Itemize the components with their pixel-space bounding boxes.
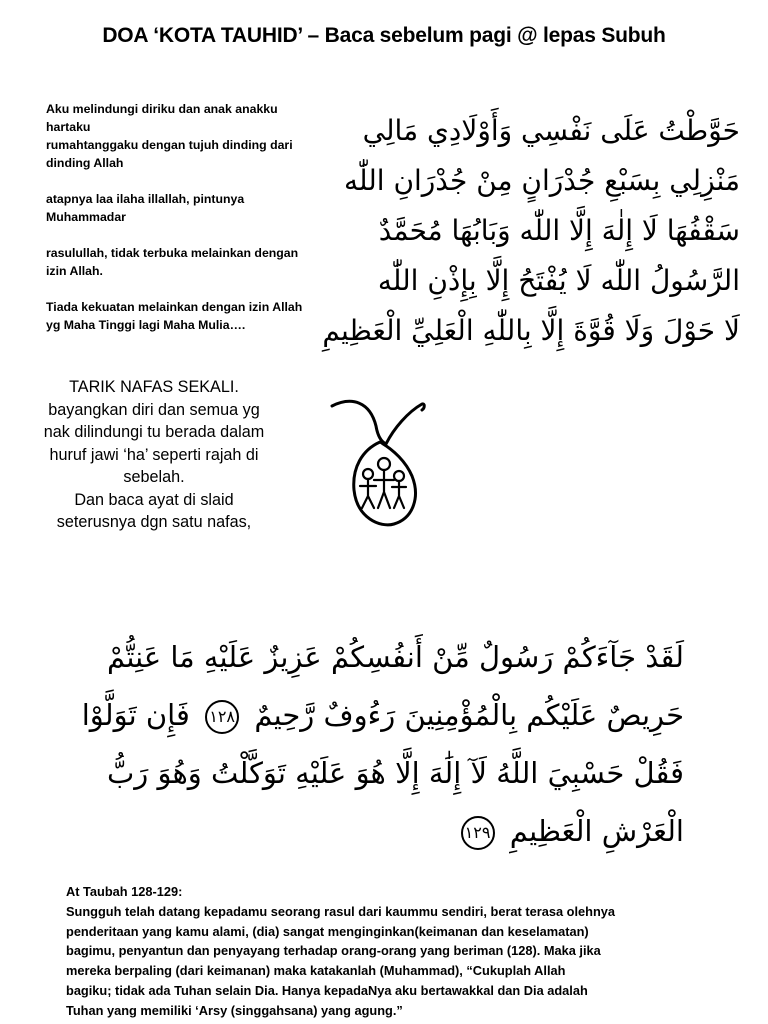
instruction-line-6: Dan baca ayat di slaid bbox=[74, 490, 234, 509]
quran-line-2-continuation: فَإِن تَوَلَّوْا bbox=[81, 698, 190, 732]
instruction-line-1: TARIK NAFAS SEKALI. bbox=[69, 378, 239, 396]
instruction-line-7: seterusnya dgn satu nafas, bbox=[56, 513, 252, 531]
quran-line-2-text: حَرِيصٌ عَلَيْكُم بِالْمُؤْمِنِينَ رَءُوفٌ رَّحِيمٌ bbox=[254, 698, 684, 732]
doa-arabic-line-5: لَا حَوْلَ وَلَا قُوَّةَ إِلَّا بِاللّٰهِ الْعَلِيِّ الْعَظِيمِ bbox=[322, 314, 740, 347]
stick-figure-center-icon bbox=[374, 458, 394, 508]
instruction-line-2: bayangkan diri dan semua yg bbox=[48, 400, 260, 419]
page-title: DOA ‘KOTA TAUHID’ – Baca sebelum pagi @ lepas Subuh bbox=[102, 24, 666, 47]
quran-line-4 bbox=[90, 802, 684, 860]
translation-line-2: penderitaan yang kamu alami, (dia) sangat menginginkan(keimanan dan keselamatan) bbox=[66, 923, 589, 939]
verse-translation bbox=[66, 882, 722, 1021]
doa-translation bbox=[46, 100, 304, 334]
breathing-instruction bbox=[20, 376, 288, 534]
instruction-line-5: sebelah. bbox=[123, 468, 185, 486]
quran-line-4-text: الْعَرْشِ الْعَظِيمِ bbox=[509, 814, 684, 848]
instruction-line-4: huruf jawi ‘ha’ seperti rajah di bbox=[49, 445, 259, 464]
translation-line-1: Sungguh telah datang kepadamu seorang rasul dari kaummu sendiri, berat terasa olehnya bbox=[66, 903, 615, 919]
quran-line-2 bbox=[81, 686, 684, 744]
doa-arabic-text bbox=[310, 100, 740, 386]
doa-arabic-line-2: مَنْزِلِي بِسَبْعِ جُدْرَانٍ مِنْ جُدْرَانِ اللّٰه bbox=[343, 164, 740, 197]
quran-line-1: لَقَدْ جَآءَكُمْ رَسُولٌ مِّنْ أَنفُسِكُمْ عَزِيزٌ عَلَيْهِ مَا عَنِتُّمْ bbox=[107, 640, 684, 674]
doa-translation-para-3: rasulullah, tidak terbuka melainkan dengan izin Allah. bbox=[46, 246, 299, 278]
ayah-marker-128: ١٢٨ bbox=[205, 700, 239, 734]
translation-line-6: Tuhan yang memiliki ‘Arsy (singgahsana) yang agung.” bbox=[66, 1002, 403, 1018]
quran-verses-arabic bbox=[81, 628, 684, 868]
stick-figure-right-icon bbox=[392, 471, 406, 508]
instruction-line-3: nak dilindungi tu berada dalam bbox=[43, 423, 265, 441]
doa-translation-para-1: Aku melindungi diriku dan anak anakku hartaku rumahtanggaku dengan tujuh dinding dari dinding Allah bbox=[46, 102, 293, 170]
translation-line-4: mereka berpaling (dari keimanan) maka katakanlah (Muhammad), “Cukuplah Allah bbox=[66, 963, 566, 979]
ha-letter-family-drawing bbox=[322, 392, 434, 538]
doa-arabic-line-4: الرَّسُولُ اللّٰه لَا يُفْتَحُ إِلَّا بِإِذْنِ اللّٰه bbox=[377, 264, 740, 297]
quran-line-3: فَقُلْ حَسْبِيَ اللَّهُ لَآ إِلَٰهَ إِلَّا هُوَ عَلَيْهِ تَوَكَّلْتُ وَهُوَ رَبُّ bbox=[106, 756, 684, 790]
doa-arabic-line-1: حَوَّطْتُ عَلَى نَفْسِي وَأَوْلَادِي مَالِي bbox=[362, 114, 740, 147]
stick-figure-left-icon bbox=[360, 469, 376, 508]
doa-arabic-line-3: سَقْفُهَا لَا إِلٰهَ إِلَّا اللّٰه وَبَابُهَا مُحَمَّدٌ bbox=[378, 214, 740, 247]
ayah-marker-129: ١٢٩ bbox=[461, 816, 495, 850]
ha-letter-stroke bbox=[332, 401, 424, 444]
doa-translation-para-2: atapnya laa ilaha illallah, pintunya Muhammadar bbox=[46, 192, 245, 224]
translation-line-5: bagiku; tidak ada Tuhan selain Dia. Hanya kepadaNya aku bertawakkal dan Dia adalah bbox=[66, 982, 588, 998]
doa-translation-para-4: Tiada kekuatan melainkan dengan izin Allah yg Maha Tinggi lagi Maha Mulia…. bbox=[46, 300, 303, 332]
translation-line-3: bagimu, penyantun dan penyayang terhadap orang-orang yang beriman (128). Maka jika bbox=[66, 943, 601, 959]
translation-heading: At Taubah 128-129: bbox=[66, 884, 183, 899]
